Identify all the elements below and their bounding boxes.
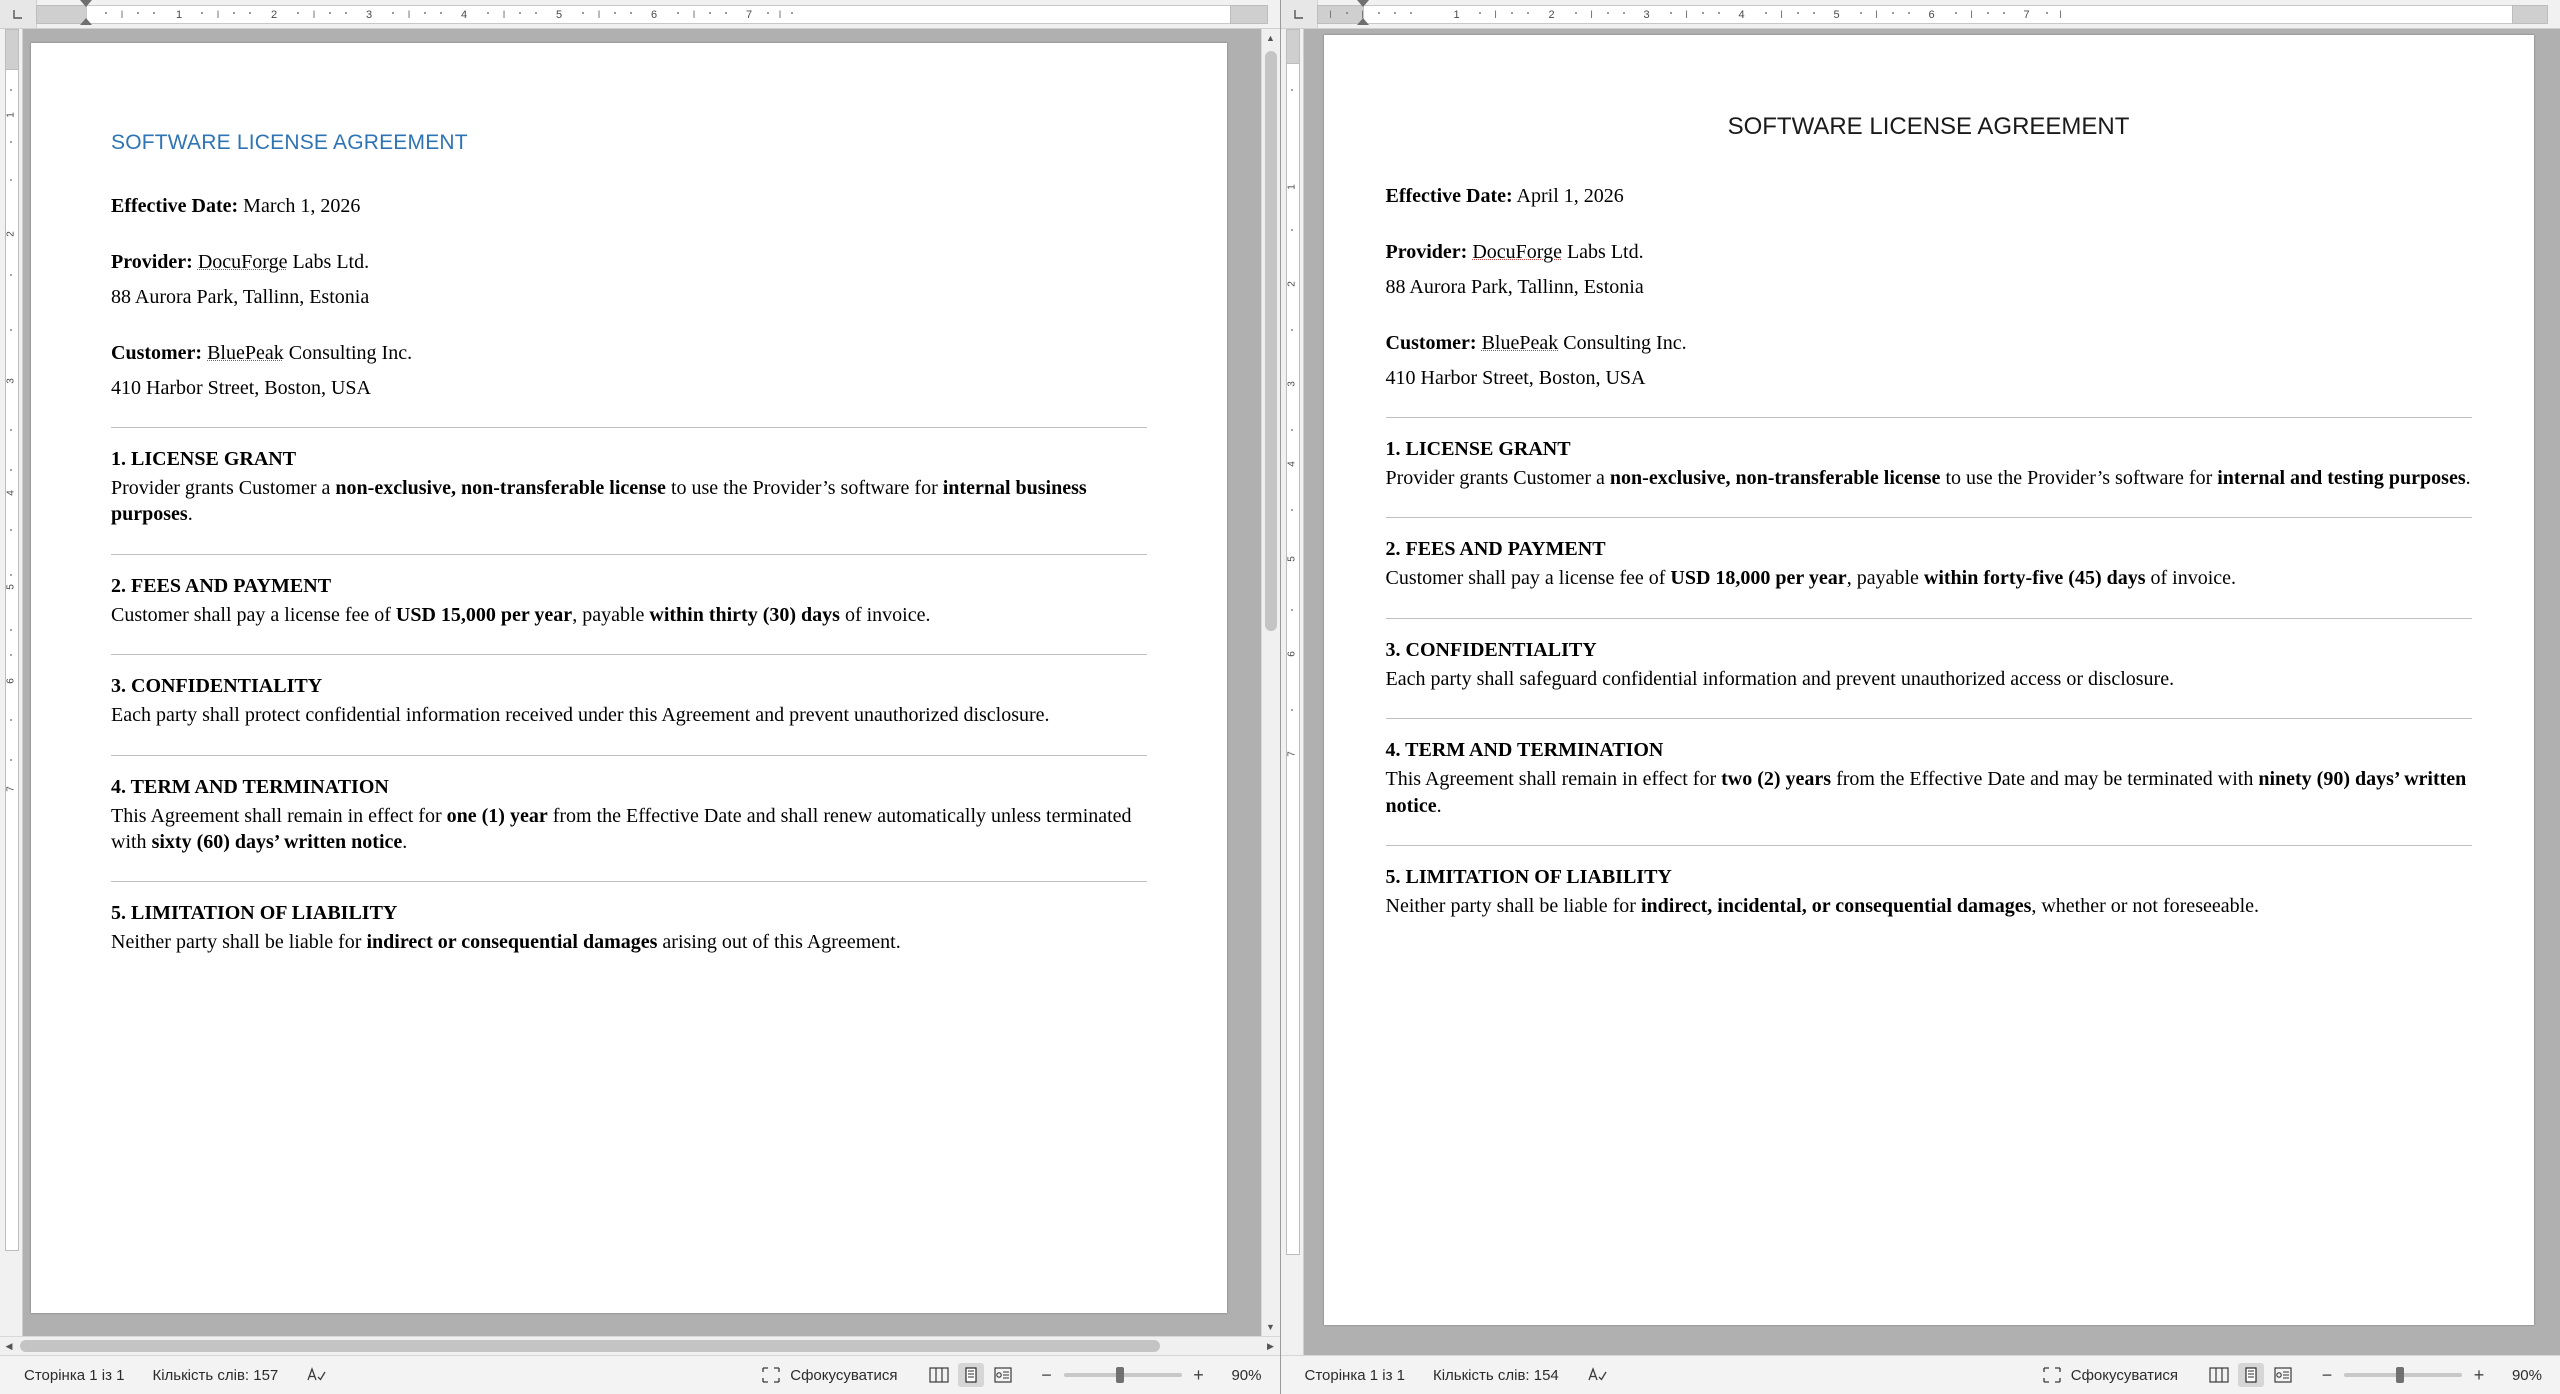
- view-buttons-right: [2192, 1363, 2310, 1387]
- zoom-value-right[interactable]: 90%: [2511, 1366, 2542, 1384]
- horizontal-scrollbar-left[interactable]: [0, 1336, 1280, 1355]
- effective-date-label: Effective Date:: [1385, 185, 1513, 207]
- section-body: [1386, 465, 2472, 491]
- section-heading: 1. LICENSE GRANT: [1385, 437, 1571, 460]
- horizontal-ruler-left[interactable]: [0, 0, 1280, 29]
- emphasis-run: sixty (60) days’ written notice: [151, 830, 403, 853]
- section-body: [1386, 893, 2472, 919]
- text-run: Each party shall protect confidential information received under this Agreement and prevent unauthorized disclosure.: [111, 704, 1050, 727]
- ruler-ticks-right: I I 1 I 2 I 3 I 4 I 5 I 6 I 7 I: [1328, 9, 2063, 21]
- customer-name: BluePeak: [1481, 332, 1559, 355]
- section-body: [111, 929, 1147, 955]
- document-pane-right: [1281, 0, 2560, 1394]
- effective-date-line: [1386, 183, 2472, 209]
- section-body: [1386, 565, 2472, 591]
- zoom-slider-knob[interactable]: [1116, 1367, 1124, 1383]
- web-layout-view-icon[interactable]: [2206, 1363, 2232, 1387]
- section-heading: 5. LIMITATION OF LIABILITY: [1385, 865, 1672, 888]
- text-run: arising out of this Agreement.: [657, 931, 901, 954]
- print-layout-view-icon[interactable]: [2238, 1363, 2264, 1387]
- emphasis-run: non-exclusive, non-transferable license: [335, 476, 666, 499]
- tab-stop-icon[interactable]: [0, 0, 37, 28]
- provider-rest: Labs Ltd.: [1561, 241, 1644, 264]
- scroll-left-icon[interactable]: ◀: [5, 1340, 13, 1351]
- focus-mode-label: Сфокусуватися: [790, 1366, 898, 1384]
- emphasis-run: within thirty (30) days: [649, 603, 840, 626]
- editor-work-area-left: [0, 29, 1280, 1336]
- sections-container-right: [1386, 417, 2472, 919]
- text-run: to use the Provider’s software for: [1940, 466, 2218, 489]
- customer-name: BluePeak: [207, 342, 284, 365]
- text-run: This Agreement shall remain in effect for: [1385, 768, 1722, 791]
- emphasis-run: internal business purposes: [111, 476, 1087, 526]
- text-run: Provider grants Customer a: [1385, 466, 1610, 489]
- provider-name: DocuForge: [197, 251, 288, 274]
- focus-mode-icon: [758, 1363, 784, 1387]
- text-run: Customer shall pay a license fee of: [111, 603, 396, 626]
- text-run: from the Effective Date and shall renew automatically unless terminated with: [111, 804, 1132, 853]
- section-heading: 4. TERM AND TERMINATION: [111, 775, 389, 798]
- document-body-left: [31, 43, 1227, 956]
- text-run: Neither party shall be liable for: [1385, 894, 1641, 917]
- vruler-text-area: [1286, 63, 1300, 1255]
- provider-address: 88 Aurora Park, Tallinn, Estonia: [1385, 275, 1644, 298]
- provider-line: [1386, 239, 2472, 265]
- text-run: of invoice.: [839, 603, 931, 626]
- provider-line: [111, 249, 1147, 275]
- scroll-up-icon[interactable]: ▲: [1262, 29, 1280, 47]
- customer-label: Customer:: [1385, 332, 1477, 355]
- text-run: to use the Provider’s software for: [665, 476, 943, 499]
- ruler-track-left[interactable]: [36, 0, 1268, 28]
- emphasis-run: non-exclusive, non-transferable license: [1609, 466, 1941, 489]
- zoom-in-icon[interactable]: +: [2473, 1364, 2485, 1385]
- section-body: [111, 475, 1147, 528]
- section-heading: 1. LICENSE GRANT: [111, 447, 297, 470]
- customer-label: Customer:: [111, 342, 203, 365]
- provider-rest: Labs Ltd.: [287, 251, 370, 274]
- section-divider: [111, 427, 1147, 428]
- text-run: This Agreement shall remain in effect for: [111, 804, 447, 827]
- page-count-right[interactable]: Сторінка 1 із 1: [1304, 1366, 1405, 1384]
- zoom-slider[interactable]: [2344, 1373, 2462, 1377]
- text-run: Customer shall pay a license fee of: [1385, 567, 1671, 590]
- status-bar-left: [0, 1355, 1280, 1394]
- customer-address: 410 Harbor Street, Boston, USA: [111, 376, 371, 399]
- page-count-left[interactable]: Сторінка 1 із 1: [24, 1366, 125, 1384]
- horizontal-scroll-thumb[interactable]: [20, 1340, 1160, 1352]
- document-page-right[interactable]: [1324, 35, 2534, 1325]
- document-title: SOFTWARE LICENSE AGREEMENT: [1727, 113, 2130, 140]
- view-buttons-left: [912, 1363, 1030, 1387]
- ruler-track-right[interactable]: [1317, 0, 2549, 28]
- customer-line: [1386, 330, 2472, 356]
- print-layout-view-icon[interactable]: [958, 1363, 984, 1387]
- effective-date-label: Effective Date:: [111, 195, 239, 217]
- text-run: Each party shall safeguard confidential information and prevent unauthorized access or disclosure.: [1385, 667, 2175, 690]
- vertical-scroll-thumb[interactable]: [1265, 51, 1277, 631]
- vertical-scrollbar-left[interactable]: [1261, 29, 1280, 1336]
- emphasis-run: one (1) year: [446, 804, 548, 827]
- emphasis-run: indirect, incidental, or consequential damages: [1640, 894, 2032, 917]
- zoom-out-icon[interactable]: −: [2321, 1364, 2333, 1385]
- section-divider: [1386, 718, 2472, 719]
- section-body: [111, 803, 1147, 856]
- effective-date-line: [111, 193, 1147, 219]
- section-heading: 2. FEES AND PAYMENT: [111, 574, 332, 597]
- emphasis-run: within forty-five (45) days: [1923, 567, 2146, 590]
- text-run: , payable: [572, 603, 650, 626]
- section-heading: 3. CONFIDENTIALITY: [1385, 638, 1597, 661]
- emphasis-run: USD 18,000 per year: [1670, 567, 1847, 590]
- outline-view-icon[interactable]: [2270, 1363, 2296, 1387]
- zoom-slider-knob[interactable]: [2396, 1367, 2404, 1383]
- text-run: , whether or not foreseeable.: [2031, 894, 2260, 917]
- emphasis-run: internal and testing purposes: [2217, 466, 2466, 489]
- focus-mode-icon: [2039, 1363, 2065, 1387]
- zoom-slider[interactable]: [1064, 1373, 1182, 1377]
- section-divider: [1386, 417, 2472, 418]
- ruler-ticks-left: I 1 I 2 I 3 I 4 I 5 I 6 I 7 I: [36, 0, 1268, 28]
- document-canvas-right[interactable]: [1304, 29, 2560, 1355]
- text-run: .: [2465, 466, 2471, 489]
- word-count-left[interactable]: Кількість слів: 157: [152, 1366, 279, 1384]
- section-heading: 2. FEES AND PAYMENT: [1385, 538, 1606, 561]
- section-divider: [111, 755, 1147, 756]
- zoom-out-icon[interactable]: −: [1041, 1364, 1052, 1385]
- section-heading: 5. LIMITATION OF LIABILITY: [111, 902, 398, 925]
- emphasis-run: two (2) years: [1721, 768, 1832, 791]
- status-bar-right: [1281, 1355, 2560, 1394]
- customer-rest: Consulting Inc.: [283, 342, 413, 365]
- effective-date-value: April 1, 2026: [1512, 185, 1624, 207]
- emphasis-run: USD 15,000 per year: [395, 603, 573, 626]
- section-body: [1386, 766, 2472, 819]
- text-run: from the Effective Date and may be terminated with: [1831, 768, 2259, 791]
- vertical-ruler-left[interactable]: 1 2 3 4 5 6 7: [0, 29, 23, 1336]
- text-run: Neither party shall be liable for: [111, 931, 367, 954]
- vertical-ruler-right[interactable]: 1 2 3 4 5 6 7: [1281, 29, 1304, 1355]
- zoom-in-icon[interactable]: +: [1193, 1364, 1204, 1385]
- word-count-right[interactable]: Кількість слів: 154: [1432, 1366, 1559, 1384]
- focus-mode-label: Сфокусуватися: [2070, 1366, 2178, 1384]
- section-body: [111, 602, 1147, 628]
- provider-label: Provider:: [111, 251, 193, 274]
- customer-line: [111, 340, 1147, 366]
- document-title: SOFTWARE LICENSE AGREEMENT: [111, 131, 468, 154]
- customer-rest: Consulting Inc.: [1558, 332, 1687, 355]
- text-run: , payable: [1846, 567, 1924, 590]
- emphasis-run: ninety (90) days’ written notice: [1385, 768, 2467, 817]
- scroll-down-icon[interactable]: ▼: [1262, 1318, 1280, 1336]
- provider-label: Provider:: [1385, 241, 1468, 264]
- text-run: .: [187, 503, 193, 526]
- section-body: [1386, 666, 2472, 692]
- zoom-control-left[interactable]: [1030, 1365, 1216, 1386]
- vruler-top-margin: [1286, 29, 1300, 65]
- horizontal-ruler-right[interactable]: [1281, 0, 2560, 29]
- section-divider: [1386, 517, 2472, 518]
- sections-container-left: [111, 427, 1147, 956]
- section-heading: 4. TERM AND TERMINATION: [1385, 739, 1664, 762]
- document-page-left[interactable]: [31, 43, 1227, 1313]
- focus-mode-button-left[interactable]: [744, 1363, 911, 1387]
- section-divider: [111, 881, 1147, 882]
- tab-stop-icon[interactable]: [1281, 0, 1318, 28]
- spelling-check-icon[interactable]: [292, 1366, 340, 1384]
- web-layout-view-icon[interactable]: [926, 1363, 952, 1387]
- provider-name: DocuForge: [1472, 241, 1562, 264]
- section-divider: [1386, 845, 2472, 846]
- section-divider: [1386, 618, 2472, 619]
- text-run: .: [402, 830, 408, 853]
- document-body-right: [1324, 35, 2534, 919]
- section-divider: [111, 554, 1147, 555]
- effective-date-value: March 1, 2026: [238, 195, 361, 217]
- spelling-check-icon[interactable]: [1573, 1366, 1621, 1384]
- outline-view-icon[interactable]: [990, 1363, 1016, 1387]
- zoom-value-left[interactable]: 90%: [1231, 1366, 1262, 1384]
- section-heading: 3. CONFIDENTIALITY: [111, 675, 323, 698]
- zoom-control-right[interactable]: [2310, 1365, 2496, 1386]
- text-run: of invoice.: [2145, 567, 2237, 590]
- text-run: .: [1436, 794, 1442, 817]
- focus-mode-button-right[interactable]: [2025, 1363, 2192, 1387]
- emphasis-run: indirect or consequential damages: [366, 931, 658, 954]
- section-body: [111, 702, 1147, 728]
- document-canvas-left[interactable]: [23, 29, 1280, 1336]
- provider-address: 88 Aurora Park, Tallinn, Estonia: [111, 285, 370, 308]
- vruler-top-margin: [5, 29, 19, 71]
- vruler-text-area: [5, 69, 19, 1251]
- text-run: Provider grants Customer a: [111, 476, 336, 499]
- editor-work-area-right: [1281, 29, 2560, 1355]
- scroll-right-icon[interactable]: ▶: [1267, 1340, 1274, 1351]
- customer-address: 410 Harbor Street, Boston, USA: [1385, 366, 1646, 389]
- section-divider: [111, 654, 1147, 655]
